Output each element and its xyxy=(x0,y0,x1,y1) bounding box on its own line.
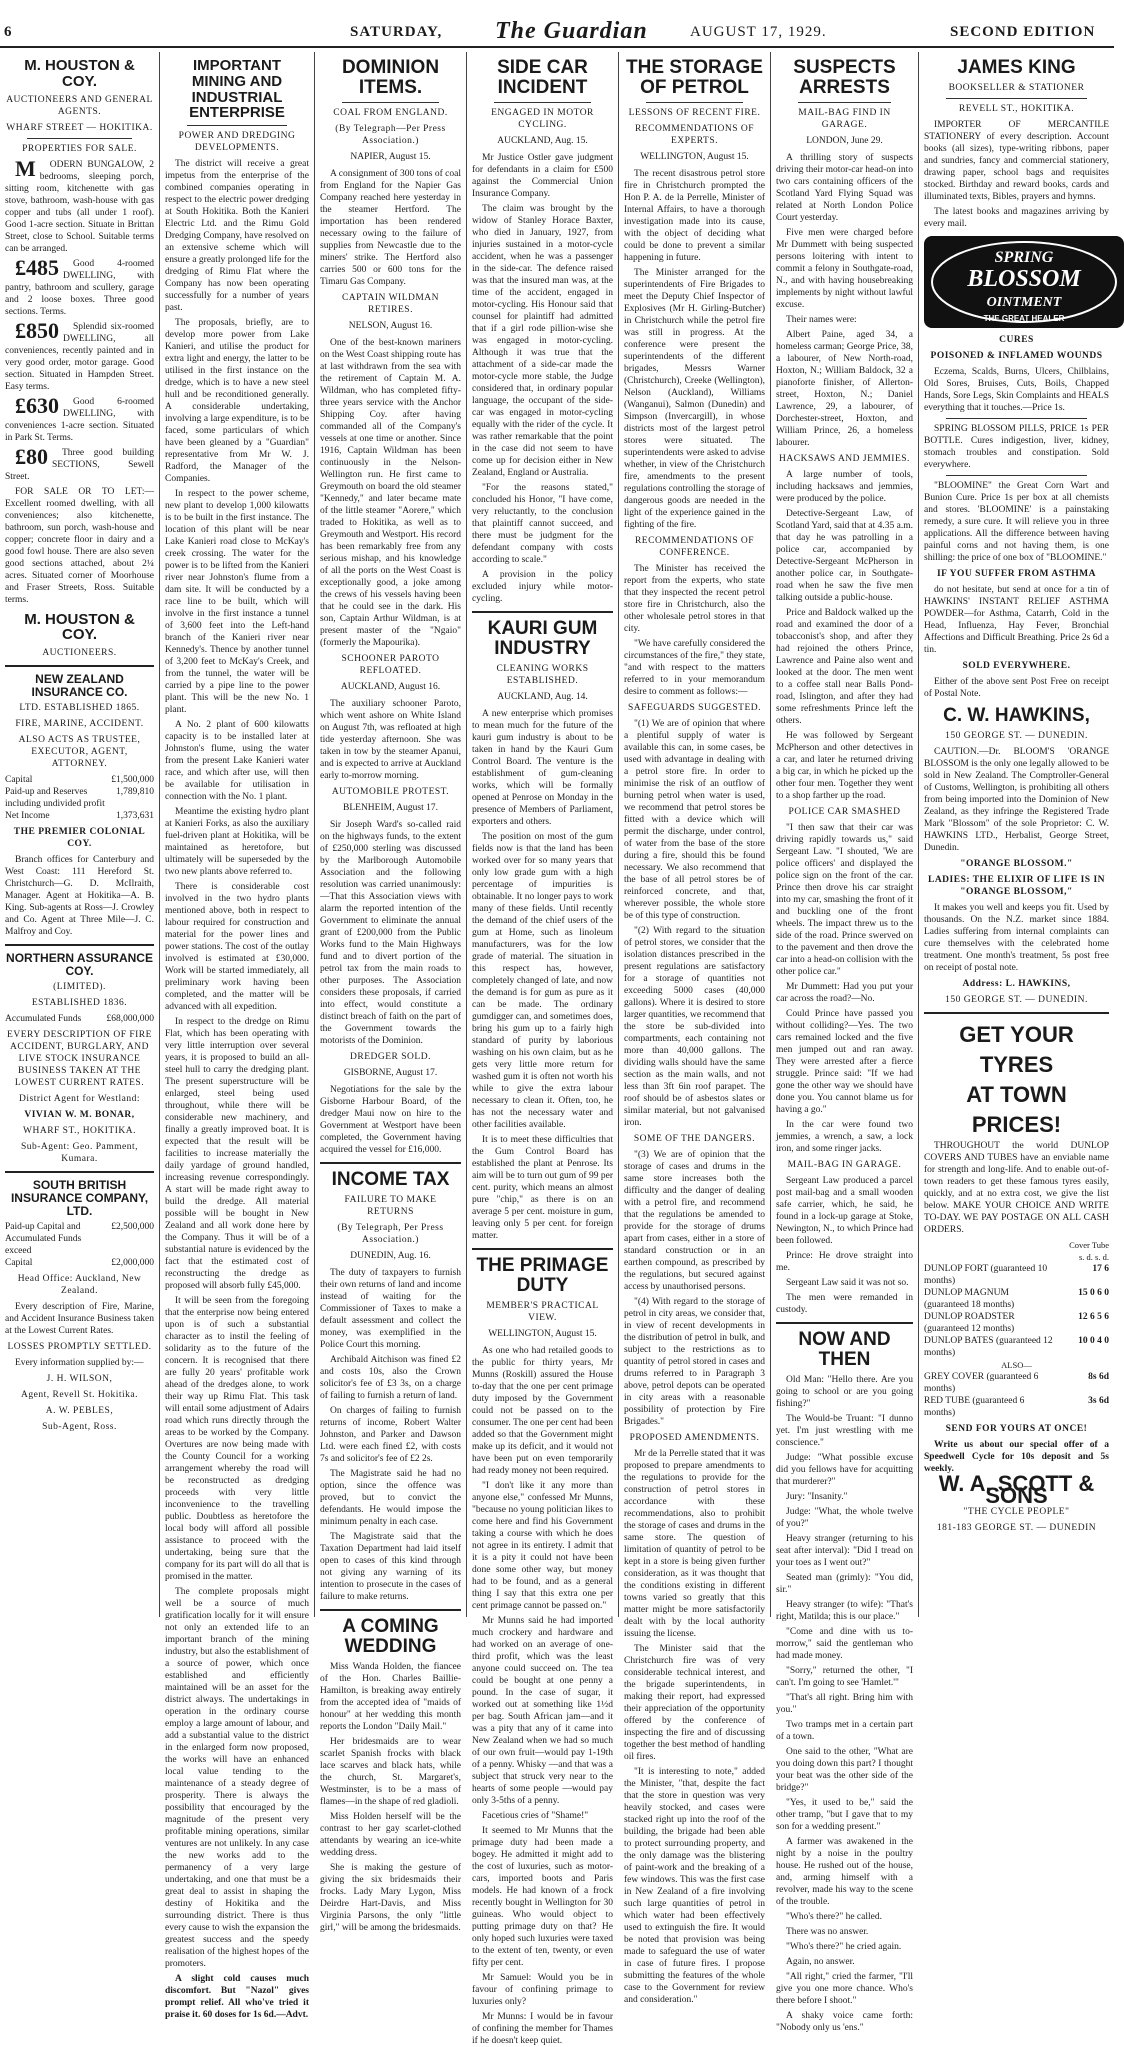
conference-para-2: "We have carefully considered the circumstances of the fire," they state, "and with respect to the matters referred to in your memorandum desire to comment as follows:— xyxy=(624,638,765,697)
james-king-role: BOOKSELLER & STATIONER xyxy=(948,82,1085,93)
firm-name-2: M. HOUSTON & COY. xyxy=(24,610,135,644)
kauri-subhead: CLEANING WORKS ESTABLISHED. xyxy=(496,663,589,686)
asthma-para: do not hesitate, but send at once for a tin of HAWKINS' INSTANT RELIEF ASTHMA POWDER—for Asthma, Catarrh, Cold in the Head, Influenza, Hay Fever, Bronchial Affections and Difficult Breathing. Price 2s 6d a tin. xyxy=(924,584,1109,655)
scott-tagline: "THE CYCLE PEOPLE" xyxy=(963,1506,1070,1517)
column-5 xyxy=(619,52,771,2005)
petrol-subhead: LESSONS OF RECENT FIRE. xyxy=(628,107,761,118)
garage-para-4: The men were remanded in custody. xyxy=(776,1292,913,1315)
tax-subhead: FAILURE TO MAKE RETURNS xyxy=(344,1194,437,1217)
ladies-para: It makes you well and keeps you fit. Used by thousands. On the N.Z. market since 1884. Ladies suffering from internal complaints can cure themselves with the celebrated home treatment. One month's treatment, 5s post free on receipt of postal note. xyxy=(924,902,1109,973)
coal-telegraph: (By Telegraph—Per Press Association.) xyxy=(335,123,446,146)
hacksaws-para-2: Detective-Sergeant Law, of Scotland Yard, said that at 4.35 a.m. that day he was patrolling in a police car, accompanied by Detective-Sergeant McPherson in another police car, in Southgate-road when he saw the five men talking outside a public-house. xyxy=(776,508,913,603)
ladies-heading: LADIES: THE ELIXIR OF LIFE IS IN "ORANGE BLOSSOM," xyxy=(927,874,1106,897)
joke-line-4: Jury: "Insanity." xyxy=(786,1491,848,1502)
james-king-para-1: IMPORTER OF MERCANTILE STATIONERY of every description. Account books (all sizes), type-writing ribbons, paper and sundries, fancy and commercial stationery, drawing paper, school bags and requisites stocked. Birthday and reward books, cards and illuminated texts, Bibles, prayers and hymns. xyxy=(924,119,1109,202)
column-2 xyxy=(160,52,315,2020)
wildman-subhead: CAPTAIN WILDMAN RETIRES. xyxy=(341,292,440,315)
tax-para-5: The Magistrate said that the Taxation Department had laid itself open to cases of this kind through not giving any warning of its intention to prosecute in the cases of failure to make returns. xyxy=(320,1531,461,1602)
safeguards-subhead: SAFEGUARDS SUGGESTED. xyxy=(628,702,761,713)
amendments-para-3: "It is interesting to note," added the Minister, "that, despite the fact that the store in question was very heavily stocked, and cases were stacked right up into the roof of the building, the brigade had been able to protect surrounding property, and the only damage was the blistering of paint-work and the breaking of a few windows. This was the first case in New Zealand of a fire involving such large quantities of petrol in which water had been effectively used to extinguish the fire. It would be noted that provision was being made to safeguard the use of water in case of future fires. I propose submitting the features of the whole case to the Government for review and consideration." xyxy=(624,1766,765,2005)
tyre-row-bates: DUNLOP BATES (guaranteed 12 months) 10 0 4 0 xyxy=(924,1335,1109,1358)
capital-row: Capital £1,500,000 xyxy=(5,775,154,786)
wildman-para: One of the best-known mariners on the West Coast shipping route has at last withdrawn from the sea with the retirement of Captain M. A. Wildman, who has completed fifty-three years service with the Anchor Shipping Coy. after having commanded all of the Company's vessels at one time or another. Since 1916, Captain Wildman has been continuously in the Nelson-Wellington run. He first came to Greymouth on board the old steamer "Kennedy," and later became mate of the little steamer "Aorere," which traded to Hokitika, as well as to Greymouth and Westport. His record has been remarkably free from any serious mishap, and his knowledge of all the ports on the West Coast is exceptionally good, a joke among the crews of his vessels having been that he could see in the dark. His son, Captain Arthur Wildman, is at present master of the "Ngaio" (formerly the Mapourika). xyxy=(320,337,461,648)
suspects-para-3: Their names were: xyxy=(786,314,857,325)
coal-para: A consignment of 300 tons of coal from England for the Napier Gas Company reached here yesterday in the steamer Hertford. The importation has been rendered necessary owing to the failure of supplies from Newcastle due to the miners' strike. The Hertford also carries 500 or 600 tons for the Timaru Gas Company. xyxy=(320,168,461,287)
sidecar-subhead: ENGAGED IN MOTOR CYCLING. xyxy=(491,107,594,130)
insurer-1-type: FIRE, MARINE, ACCIDENT. xyxy=(15,719,144,730)
tyre-row-fort: DUNLOP FORT (guaranteed 10 months) 17 6 xyxy=(924,1263,1109,1286)
mining-para-2: The proposals, briefly, are to develop more power from Lake Kanieri, and utilise the product for extra light and energy, the latter to be utilised in the first instance on the dredge, which is to have a new steel hull and be reconditioned generally. A considerable undertaking, involving a large expenditure, is to be faced, some particulars of which have been gleaned by a "Guardian" representative from Mr W. J. Radford, the Manager of the Companies. xyxy=(165,318,309,484)
district-agent: District Agent for Westland: xyxy=(19,1094,140,1105)
joke-line-13: One said to the other, "What are you doing down this part? I thought your beat was the other side of the bridge?" xyxy=(776,1746,913,1793)
tax-dateline: DUNEDIN, Aug. 16. xyxy=(350,1250,431,1261)
primage-para-2: "I don't like it any more than anyone else," confessed Mr Munns, "because no young politician likes to come here and find his Government taking a course with which he does not agree in its entirety. I admit that it is a pity it could not have been done some other way, but money had to be found, and as a general thing I say that this extra one per cent primage cannot be passed on." xyxy=(472,1480,613,1611)
tyre-row-grey: GREY COVER (guaranteed 6 months) 8s 6d xyxy=(924,1371,1109,1394)
tyres-line-2: AT TOWN PRICES! xyxy=(966,1081,1067,1137)
dredger-para: Negotiations for the sale by the Gisborne Harbour Board, of the dredger Maui now on hire to the Government at Westport have been completed, the Government having acquired the vessel for £16,000. xyxy=(320,1084,461,1155)
asthma-heading: IF YOU SUFFER FROM ASTHMA xyxy=(936,568,1097,579)
article-headline-mining: IMPORTANT MINING AND INDUSTRIAL ENTERPRISE xyxy=(189,57,285,122)
kauri-para-1: A new enterprise which promises to mean much for the future of the kauri gum industry is about to be taken in hand by the Kauri Gum Control Board. The venture is the establishment of gum-cleaning works, which will be formally opened at Penrose on Monday in the presence of Members of Parliament, exporters and others. xyxy=(472,708,613,827)
joke-line-3: Judge: "What possible excuse did you fellows have for acquitting that murderer?" xyxy=(776,1452,913,1487)
insurer-3: SOUTH BRITISH INSURANCE COMPANY, LTD. xyxy=(10,1178,149,1218)
joke-line-17: There was no answer. xyxy=(786,1926,869,1937)
mining-subhead: POWER AND DREDGING DEVELOPMENTS. xyxy=(178,131,296,153)
sidecar-para-2: The claim was brought by the widow of Stanley Horace Baxter, who died in January, 1927, from injuries sustained in a motor-cycle accident, when he was a passenger in the side-car. The defence raised was that the insured man was, at the time of the accident, engaged in motor-cycling. His Honour said that counsel for plaintiff had admitted that if a girl rode pillion-wise she was engaged in motor-cycling. Although it was true that the attachment of a side-car made the motor-cycle more stable, the Judge considered that, in ordinary popular language, the occupant of the side-car was engaged in motor-cycling equally with the rider of the cycle. It was rather remarkable that the point in the case did not seem to have come up for decision either in New Zealand, England or Australia. xyxy=(472,203,613,478)
column-1 xyxy=(0,52,160,1617)
petrol-subhead-2: RECOMMENDATIONS OF EXPERTS. xyxy=(634,123,755,146)
article-headline-petrol: THE STORAGE OF PETROL xyxy=(626,57,763,98)
kauri-para-3: It is to meet these difficulties that the Gum Control Board has established the plant at Penrose. Its aim will be to turn out gum of 99 per cent. purity, which means an almost pure "chip," as there is on an average 5 per cent. moisture in gum, leaving only 5 per cent. for foreign matter. xyxy=(472,1134,613,1241)
wedding-para-3: Miss Holden herself will be the contrast to her gay scarlet-clothed attendants by wearing an ice-white wedding dress. xyxy=(320,1811,461,1858)
garage-subhead: MAIL-BAG IN GARAGE. xyxy=(787,1159,902,1170)
scott-name: W. A. SCOTT & SONS xyxy=(938,1470,1095,1508)
amendments-para-2: The Minister said that the Christchurch fire was of very considerable technical interest, and the brigade superintendents, in making their report, had expressed their appreciation of the opportunity offered by the conference of inspecting the fire and of discussing together the best method of handling oil fires. xyxy=(624,1643,765,1762)
primage-para-3: Mr Munns said he had imported much crockery and hardware and had worked on an average of one-third profit, which was the least anyone could succeed on. The tea could be bought at one penny a pound. In the case of sugar, it worked out at something like 1½d per bag. South African jam—and it was a pity that any of it came into New Zealand when we had so much of our own fruit—would pay 1-19th of a penny. Whisky —and that was a subject that struck very near to the hearts of some people —would pay only 3-5ths of a penny. xyxy=(472,1615,613,1806)
auto-subhead: AUTOMOBILE PROTEST. xyxy=(331,786,450,797)
mining-para-9: The complete proposals might well be a source of much gratification locally for it will ensure not only an extended life to an important branch of the mining industry, but also the establishment of a source of power, which once established and efficiently maintained will be an asset for the district always. The undertakings in operation in the ordinary course employ a large amount of labour, and add a substantial value to the district in the enlarged form now proposed, the works will have an enhanced local value tending to the maintenance of a steady degree of prosperity. There is always the possibility that encouraged by the magnitude of the present very profitable mining operations, similar ventures are not unlikely. In any case the new works add to the permanency of a very large undertaking, and one that must be a great deal to assist in shaping the destiny of Hokitika and the surrounding district. There is thus every cause to wish the expansion the greatest success and the speedy realisation of the highest hopes of the promoters. xyxy=(165,1587,309,1969)
poisoned-heading: POISONED & INFLAMED WOUNDS xyxy=(930,350,1103,361)
primage-para-5: It seemed to Mr Munns that the primage duty had been made a bogey. He admitted it might add to the cost of luxuries, such as motor-cars, imported boots and Paris models. He had known of a frock recently bought in Wellington for 30 guineas. Who would object to putting primage duty on that? He only hoped such luxuries were taxed to the extent of ten, twenty, or even fifty per cent. xyxy=(472,1825,613,1968)
primage-para-1: As one who had retailed goods to the public for thirty years, Mr Munns (Roskill) assured the House to-day that the one per cent primage duty imposed by the Government could not be passed on to the consumer. The one per cent had been added so that the Government might make up its deficit, and it would not have been put on even temporarily had ready money not been required. xyxy=(472,1345,613,1476)
wedding-para-1: Miss Wanda Holden, the fiancee of the Hon. Charles Baillie-Hamilton, is breaking away entirely from the accepted idea of "maids of honour" at her wedding this month reports the London "Daily Mail." xyxy=(320,1661,461,1732)
insurer-2-desc: EVERY DESCRIPTION OF FIRE ACCIDENT, BURGLARY, AND LIVE STOCK INSURANCE BUSINESS TAKEN AT THE LOWEST CURRENT RATES. xyxy=(7,1030,152,1089)
auto-dateline: BLENHEIM, August 17. xyxy=(343,802,438,813)
suspects-para-2: Five men were charged before Mr Dummett with being suspected persons loitering with intent to commit a felony in Southgate-road, N., and with having housebreaking implements by night without lawful excuse. xyxy=(776,227,913,310)
article-headline-sidecar: SIDE CAR INCIDENT xyxy=(497,57,588,98)
smashed-subhead: POLICE CAR SMASHED xyxy=(788,806,901,817)
sidecar-para-1: Mr Justice Ostler gave judgment for defendants in a claim for £500 against the Commercial Union Insurance Company. xyxy=(472,152,613,199)
joke-line-16: "Who's there?" he called. xyxy=(786,1911,882,1922)
suspects-para-1: A thrilling story of suspects driving their motor-car head-on into two cars containing officers of the Scotland Yard Flying Squad was related at North London Police Court yesterday. xyxy=(776,152,913,223)
blossom-word-3: OINTMENT xyxy=(986,294,1062,310)
agent-name: VIVIAN W. M. BONAR, xyxy=(24,1110,135,1121)
cures-heading: CURES xyxy=(999,334,1034,345)
scott-address: 181-183 GEORGE ST. — DUNEDIN xyxy=(936,1522,1097,1533)
pills-para: SPRING BLOSSOM PILLS, PRICE 1s PER BOTTLE. Cures indigestion, liver, kidney, stomach troubles and constipation. Sold everywhere. xyxy=(924,423,1109,470)
wedding-para-4: She is making the gesture of giving the six bridesmaids their frocks. Lady Mary Lygon, Miss Deirdre Hart-Davis, and Miss Virginia Parsons, the only "little girl," will be among the bridesmaids. xyxy=(320,1862,461,1933)
joke-line-8: Heavy stranger (to wife): "That's right, Matilda; this is our place." xyxy=(776,1599,913,1622)
losses-settled: LOSSES PROMPTLY SETTLED. xyxy=(7,1342,152,1353)
hacksaws-subhead: HACKSAWS AND JEMMIES. xyxy=(779,453,910,464)
tax-para-1: The duty of taxpayers to furnish their own returns of land and income instead of waiting for the Commissioner of Taxes to make a default assessment and collect the money, was exemplified in the Police Court this morning. xyxy=(320,1267,461,1350)
mining-para-3: In respect to the power scheme, new plant to develop 1,000 kilowatts is to be built in the first instance. The location of this plant will be near Lake Kanieri road close to McKay's creek crossing. The water for the power is to be lifted from the Kanieri river near Johnston's flume from a dam site. It will be conducted by a race line to be built, which will involve in the first instance a tunnel of 3,600 feet into the Left-hand branch of the Kanieri river near Kennedy's. Thence by another tunnel of 3,200 feet to McKay's Creek, and from the tunnel, the water will be carried by a pipe line to the power plant. This will be the new No. 1 plant. xyxy=(165,489,309,715)
head-office: Head Office: Auckland, New Zealand. xyxy=(17,1274,142,1297)
joke-line-20: "All right," cried the farmer, "I'll give you one more chance. Who's there before I shoot." xyxy=(776,1971,913,2006)
petrol-dateline: WELLINGTON, August 15. xyxy=(640,151,749,162)
mining-para-7: In respect to the dredge on Rimu Flat, which has been operating with very little interruption over several years, it is proposed to build an all-steel hull to carry the dredging plant. The present superstructure will be enlarged, steel being used throughout, while there will be considerable new machinery, and finally a greatly improved boat. It is expected that the result will be facilities to increase materially the daily yardage of ground handled, increasing revenue correspondingly. A start will be made right away to build the dredge. All material possible will be bought in New Zealand and all work done here by the Company. Thus it will be of a substantial nature is evidenced by the fact that the estimated cost of reconstructing the dredge as proposed will absorb fully £45,000. xyxy=(165,1017,309,1291)
joke-line-18: "Who's there?" he cried again. xyxy=(786,1941,902,1952)
wilson-address: Agent, Revell St. Hokitika. xyxy=(21,1390,138,1401)
article-headline-dominion: DOMINION ITEMS. xyxy=(341,57,440,98)
mining-para-5: Meantime the existing hydro plant at Kanieri Forks, as also the auxiliary fuel-driven plant at Hokitika, will be maintained as heretofore, but ultimately will be superseded by the two new plants above referred to. xyxy=(165,807,309,877)
hawkins-address-2: Address: L. HAWKINS, xyxy=(962,978,1071,989)
suspects-dateline: LONDON, June 29. xyxy=(806,135,883,146)
joke-line-21: A shaky voice came forth: "Nobody only us 'ens." xyxy=(776,2010,913,2033)
primage-para-4: Facetious cries of "Shame!" xyxy=(482,1810,589,1821)
insurer-2-ltd: (LIMITED). xyxy=(53,982,106,993)
tyre-row-roadster: DUNLOP ROADSTER (guaranteed 12 months) 12 6 5 6 xyxy=(924,1311,1109,1334)
sale-heading: PROPERTIES FOR SALE. xyxy=(22,143,137,154)
smashed-para-2: Mr Dummett: Had you put your car across the road?—No. xyxy=(776,981,913,1004)
dangers-para-1: "(3) We are of opinion that the storage of cases and drums in the same store increases both the difficulty and the danger of dealing with a petrol fire, and recommend that the regulations be amended to provide for the storage of drums apart from cases, either in a store of standard construction or in an earthen compound, as prescribed by the regulations, but secured against access by unauthorised persons. xyxy=(624,1149,765,1292)
mailbag-subhead: MAIL-BAG FIND IN GARAGE. xyxy=(798,107,891,130)
blossom-word-4: THE GREAT HEALER xyxy=(983,313,1065,323)
auto-para: Sir Joseph Ward's so-called raid on the highways funds, to the extent of £250,000 sterling was discussed by the Marlborough Automobile Association and the following resolution was carried unanimously:—That this Association views with alarm the reported intention of the Government to eliminate the annual grant of £200,000 from the Public Works fund to the Main Highways fund and to divert portion of the petrol tax from the main roads to other purposes. The Association considers these proposals, if carried into effect, would constitute a distinct breach of faith on the part of the Government towards the motorists of the Dominion. xyxy=(320,819,461,1046)
article-headline-suspects: SUSPECTS ARRESTS xyxy=(793,57,896,98)
tyres-line-1: GET YOUR TYRES xyxy=(959,1021,1074,1077)
primage-subhead: MEMBER'S PRACTICAL VIEW. xyxy=(486,1300,599,1323)
hawkins-address: 150 GEORGE ST. — DUNEDIN. xyxy=(945,730,1088,741)
dredger-dateline: GISBORNE, August 17. xyxy=(343,1067,438,1078)
firm-name: M. HOUSTON & COY. xyxy=(24,57,135,90)
article-headline-income-tax: INCOME TAX xyxy=(331,1168,450,1190)
listing-4: £630 Good 6-roomed DWELLING, with conveniences 1-acre section. Situated in Park St. Terms. xyxy=(5,392,154,443)
safeguards-para-1: "(1) We are of opinion that where a plentiful supply of water is available this can, in some cases, be used with advantage in dealing with a petrol store fire. In order to minimise the risk of an outflow of burning petrol when water is used, we recommend that petrol stores be fitted with a device which will permit the discharge, under control, of water from the base of the store during a fire, should this be found necessary. We also recommend that the base of all petrol stores be of reinforced concrete, and that, wherever possible, the whole store be of this type of construction. xyxy=(624,718,765,921)
listing-2: £485 Good 4-roomed DWELLING, with pantry, bathroom and scullery, garage and 2 loose boxes. Three good sections. Terms. xyxy=(5,254,154,317)
pebles-address: Sub-Agent, Ross. xyxy=(42,1422,117,1433)
article-headline-wedding: A COMING WEDDING xyxy=(342,1615,439,1657)
either-para: Either of the above sent Post Free on receipt of Postal Note. xyxy=(924,676,1109,699)
newspaper-title: The Guardian xyxy=(495,18,648,44)
column-3 xyxy=(315,52,467,1933)
garage-para-2: Prince: He drove straight into me. xyxy=(776,1250,913,1273)
mining-para-6: There is considerable cost involved in the two hydro plants mentioned above, both in respect to labour required for construction and material for the power lines and power stations. The cost of the outlay involved is estimated at £30,000. Work will be started immediately, all preliminary work having been completed, and the matter will be advanced with all expedition. xyxy=(165,882,309,1012)
orange-blossom-heading: "ORANGE BLOSSOM." xyxy=(960,858,1073,869)
accumulated-row: Accumulated Funds £68,000,000 xyxy=(5,1014,154,1025)
column-6 xyxy=(771,52,919,2033)
hawkins-name: C. W. HAWKINS, xyxy=(943,704,1090,726)
joke-line-7: Seated man (grimly): "You did, sir." xyxy=(776,1572,913,1595)
mining-para-1: The district will receive a great impetus from the enterprise of the combined companies operating in respect to the electric power dredging at South Hokitika. Both the Kanieri Electric Ltd. and the Rimu Gold Dredging Company, have resolved on an extensive scheme which will ensure a greatly prolonged life for the dredging of Rimu Flat where the Company has now been operating successfully for a number of years past. xyxy=(165,159,309,313)
masthead xyxy=(0,0,1114,48)
garage-para-3: Sergeant Law said it was not so. xyxy=(786,1277,909,1288)
joke-line-15: A farmer was awakened in the night by a noise in the poultry house. He rushed out of the house, and, arming himself with a revolver, made his way to the scene of the trouble. xyxy=(776,1836,913,1907)
firm-role: AUCTIONEERS AND GENERAL AGENTS. xyxy=(6,94,153,117)
hacksaws-para-3: Price and Baldock walked up the road and examined the door of a tobacconist's shop, and after they had rejoined the others Prince, Lawrence and Paine also went and looked at the door. The men went to a coffee stall near Balls Pond-road, Islington, and after they had some refreshments Prince left the others. xyxy=(776,607,913,726)
coal-subhead: COAL FROM ENGLAND. xyxy=(333,107,448,118)
tax-para-2: Archibald Aitchison was fined £2 and costs 10s, also the Crown solicitor's fee of £3 3s, on a charge of failing to furnish a return of land. xyxy=(320,1354,461,1401)
joke-line-1: Old Man: "Hello there. Are you going to school or are you going fishing?" xyxy=(776,1374,913,1409)
conference-subhead: RECOMMENDATIONS OF CONFERENCE. xyxy=(634,535,755,558)
primage-dateline: WELLINGTON, August 15. xyxy=(488,1328,597,1339)
paroto-dateline: AUCKLAND, August 16. xyxy=(340,681,441,692)
suspects-para-4: Albert Paine, aged 34, a homeless carman; George Price, 38, a labourer, of New North-road, Hoxton, N.; William Baldock, 32 a pianoforte finisher, of Allerton-street, Hoxton, N.; Daniel Lawrence, 29, a labourer, of Dorchester-street, Hoxton, and William Prince, 26, a homeless labourer. xyxy=(776,329,914,448)
caution-para: CAUTION.—Dr. BLOOM'S 'ORANGE BLOSSOM is the only one legally allowed to be sold in New Zealand. The Comptroller-General of Customs, Wellington, is prohibiting all others from being imported into the Dominion of New Zealand, as they infringe the Registered Trade Mark "Blossom" of the sole Proprietor: C. W. HAWKINS LTD., Herbalist, George Street, Dunedin. xyxy=(924,746,1109,853)
spring-blossom-logo xyxy=(924,236,1124,328)
joke-line-5: Judge: "What, the whole twelve of you?" xyxy=(776,1506,913,1529)
wildman-dateline: NELSON, August 16. xyxy=(348,320,433,331)
cures-para: Eczema, Scalds, Burns, Ulcers, Chilblains, Old Sores, Bruises, Cuts, Boils, Chapped Hands, Sore Legs, Skin Complaints and HEALS everything that it touches.—Price 1s. xyxy=(924,366,1109,413)
also-label: ALSO— xyxy=(1001,1359,1032,1370)
petrol-para-2: The Minister arranged for the superintendents of Fire Brigades to meet the Deputy Chief Inspector of Explosives (Mr H. Girling-Butcher) in Christchurch while the petrol fire was still in progress. At the conference were present the superintendents of the different brigades, Messrs Warner (Christchurch), Creeke (Wellington), Nelson (Auckland), Williams (Wanganui), Salmon (Dunedin) and Simpson (Invercargill), in whose districts most of the largest petrol stores were situated. The superintendents were asked to advise whether, in view of the Christchurch fire, amendments to the present regulations controlling the storage of dangerous goods are needed in the light of the experience gained in the fighting of the fire. xyxy=(624,267,765,530)
petrol-para-1: The recent disastrous petrol store fire in Christchurch prompted the Hon P. A. de la Perrelle, Minister of Internal Affairs, to have a thorough investigation made into its cause, with the object of deciding what could be done to prevent a similar happening in future. xyxy=(624,168,765,263)
paidup-row: Paid-up and Reserves including undivided profit 1,789,810 xyxy=(5,787,154,810)
agent-address: WHARF ST., HOKITIKA. xyxy=(23,1126,136,1137)
article-headline-kauri: KAURI GUM INDUSTRY xyxy=(487,617,598,659)
smashed-para-4: In the car were found two jemmies, a wrench, a saw, a lock iron, and some ringer jacks. xyxy=(776,1119,913,1154)
cover-tube-header: Cover Tube xyxy=(1069,1239,1109,1250)
hacksaws-para-1: A large number of tools, including hacksaws and jemmies, were produced by the police. xyxy=(776,469,913,504)
tyre-row-red: RED TUBE (guaranteed 6 months) 3s 6d xyxy=(924,1395,1109,1418)
info-line: Every information supplied by:— xyxy=(15,1358,144,1369)
smashed-para-1: "I then saw that their car was driving rapidly towards us," said Sergeant Law. "I shouted, 'We are police officers' and displayed the police sign on the front of the car. Prince then drove his car straight into my car, smashing the front of it and buckling one of the front wheels. The impact threw us to the side of the road. Prince swerved on to the pavement and then drove the car into a head-on collision with the other police car." xyxy=(776,822,913,977)
james-king-address: REVELL ST., HOKITIKA. xyxy=(958,103,1075,114)
garage-para-1: Sergeant Law produced a parcel post mail-bag and a small wooden safe carrier, which, he said, he found in a lock-up garage at Stoke, Newington, N., to which Prince had been followed. xyxy=(776,1175,913,1246)
smashed-para-3: Could Prince have passed you without colliding?—Yes. The two cars remained locked and the five men jumped out and ran away. They were arrested after a fierce struggle. Prince said: "If we had gone the other way we should have done you. You cannot blame us for having a go." xyxy=(776,1008,913,1115)
james-king-name: JAMES KING xyxy=(957,57,1076,78)
firm-address: WHARF STREET — HOKITIKA. xyxy=(6,122,153,133)
article-headline-nowthen: NOW AND THEN xyxy=(798,1328,891,1370)
send-heading: SEND FOR YOURS AT ONCE! xyxy=(945,1423,1088,1434)
primage-para-6: Mr Samuel: Would you be in favour of confining primage to luxuries only? xyxy=(472,1972,613,2007)
tax-para-4: The Magistrate said he had no option, since the offence was proved, but to convict the defendants. He would impose the minimum penalty in each case. xyxy=(320,1468,461,1527)
insurer-2-est: ESTABLISHED 1836. xyxy=(31,998,128,1009)
wilson-name: J. H. WILSON, xyxy=(46,1374,113,1385)
paroto-subhead: SCHOONER PAROTO REFLOATED. xyxy=(341,653,440,676)
sub-agent: Sub-Agent: Geo. Pamment, Kumara. xyxy=(20,1142,138,1165)
premier-tagline: THE PREMIER COLONIAL COY. xyxy=(13,827,146,850)
safeguards-para-2: "(2) With regard to the situation of petrol stores, we consider that the isolation distances prescribed in the present regulations are satisfactory for a storage of quantities not exceeding 5000 cases (40,000 gallons). Where it is desired to store larger quantities, we recommend that the store be sub-divided into compartments, each containing not more than 40,000 gallons. The dividing walls should have the same section as the main walls, and not less than 3ft 6in roof parapet. The roof should be of asbestos slates or similar material, but not galvanised iron. xyxy=(624,925,765,1128)
paroto-para: The auxiliary schooner Paroto, which went ashore on White Island on August 7th, was refloated at high tide yesterday afternoon. She was taken in tow by the steamer Apanui, and is expected to arrive at Auckland early to-morrow morning. xyxy=(320,698,461,781)
income-row: Net Income 1,373,631 xyxy=(5,811,154,822)
kauri-para-2: The position on most of the gum fields now is that the land has been worked over for so many years that only low grade gum with a high percentage of impurities is obtainable. It no longer pays to work many of these fields. Until recently the demand of the chief users of the gum at Home, such as linoleum manufacturers, was for the low grade of material. The situation in this respect has, however, completely changed of late, and now the demand is for gum as pure as it can be made. The ordinary gumdigger can, and sometimes does, bring his gum up to a fairly high standard of purity by laborious washing on his own claim, but as he gets very little more return for washed gum it is often not worth his while to give the extra labour necessary to clean it. Often, too, he has not the necessary water and other facilities available. xyxy=(472,831,613,1130)
tax-telegraph: (By Telegraph, Per Press Association.) xyxy=(337,1222,444,1245)
insurer-1-est: LTD. ESTABLISHED 1865. xyxy=(19,703,140,714)
amendments-subhead: PROPOSED AMENDMENTS. xyxy=(629,1432,760,1443)
dredger-subhead: DREDGER SOLD. xyxy=(350,1051,431,1062)
dangers-subhead: SOME OF THE DANGERS. xyxy=(633,1133,756,1144)
ointment-tin-icon xyxy=(924,236,1124,328)
nazol-ad: A slight cold causes much discomfort. But "Nazol" gives prompt relief. All who've tried it praise it. 60 doses for 1s 6d.—Advt. xyxy=(165,1974,309,2020)
currency-header: s. d. s. d. xyxy=(1079,1251,1109,1262)
hawkins-street-2: 150 GEORGE ST. — DUNEDIN. xyxy=(945,994,1088,1005)
joke-line-6: Heavy stranger (returning to his seat after interval): "Did I tread on your toes as I went out?" xyxy=(776,1533,913,1568)
sidecar-para-4: A provision in the policy excluded injury while motor-cycling. xyxy=(472,569,613,604)
bloomine-para: "BLOOMINE" the Great Corn Wart and Bunion Cure. Price 1s per box at all chemists and stores. 'BLOOMINE' is a painstaking remedy, a sure cure. It will relieve you in three applications. All the difference between having painful corns and not having them, is one shilling: the price of one box of "BLOOMINE." xyxy=(924,480,1109,563)
edition-label: SECOND EDITION xyxy=(950,24,1096,40)
tyre-row-magnum: DUNLOP MAGNUM (guaranteed 18 months) 15 0 6 0 xyxy=(924,1287,1109,1310)
amendments-para-1: Mr de la Perrelle stated that it was proposed to prepare amendments to the regulations to provide for the construction of petrol stores in accordance with these recommendations, also to prohibit the storage of cases and drums in the same store. The question of limitation of quantity of petrol to be kept in a store is being given further consideration, as it was thought that the conditions existing in different towns varied so greatly that this matter might be more satisfactorily dealt with by the local authority issuing the license. xyxy=(624,1448,765,1639)
insurer-2: NORTHERN ASSURANCE COY. xyxy=(6,951,153,978)
joke-line-2: The Would-be Truant: "I dunno yet. I'm just wrestling with me conscience." xyxy=(776,1413,913,1448)
james-king-para-2: The latest books and magazines arriving by every mail. xyxy=(924,206,1109,229)
hacksaws-para-4: He was followed by Sergeant McPherson and other detectives in a car, and later he returned driving a big car, in which he picked up the other four men. Together they went to a shop farther up the road. xyxy=(776,730,913,801)
joke-line-19: Again, no answer. xyxy=(786,1956,855,1967)
firm-role-2: AUCTIONEERS. xyxy=(42,648,117,658)
primage-para-7: Mr Munns: I would be in favour of confining the member for Thames if he doesn't keep quiet. xyxy=(472,2011,613,2046)
blossom-word-2: BLOSSOM xyxy=(967,265,1081,292)
insurer-3-desc: Every description of Fire, Marine, and Accident Insurance Business taken at the Lowest Current Rates. xyxy=(5,1302,154,1337)
mining-para-8: It will be seen from the foregoing that the enterprise now being entered upon is of such a substantial character as to instil the feeling of solidarity as to the future of the concern. It is recognised that there are fully 20 years' profitable work ahead of the dredges alone, to work their way up Rimu Flat. This task will entail some adjustment of Adairs road which runs directly through the areas to be worked by the Company. Overtures are now being made with the County Council for a working arrangement whereby the road will be reconstructed as dredging proceeds with very little inconvenience to the travelling public. Doubtless as heretofore the local body will afford all possible assistance to proceed with the undertaking, being sure that the company for its part will do all that is promised in the matter. xyxy=(165,1296,309,1582)
joke-line-10: "Sorry," returned the other, "I can't. I'm going to see 'Hamlet.'" xyxy=(776,1665,913,1688)
insurer-1-also: ALSO ACTS AS TRUSTEE, EXECUTOR, AGENT, ATTORNEY. xyxy=(18,735,141,770)
capital2-row: Capital £2,000,000 xyxy=(5,1258,154,1269)
tax-para-3: On charges of failing to furnish returns of income, Robert Walter Johnston, and Parker and Dawson Ltd. were each fined £2, with costs 7s and solicitor's fee of £2 2s. xyxy=(320,1405,461,1464)
masthead-date: AUGUST 17, 1929. xyxy=(690,24,827,40)
coal-dateline: NAPIER, August 15. xyxy=(350,151,431,162)
paidcap-row: Paid-up Capital and Accumulated Funds exceed £2,500,000 xyxy=(5,1222,154,1257)
pebles-name: A. W. PEBLES, xyxy=(45,1406,114,1417)
listing-6: FOR SALE OR TO LET:—Excellent roomed dwelling, with all conveniences; also kitchenette, bathroom, sun porch, wash-house and copper; concrete floor in dairy and a good fowl house. There are also seven good sections attached, about 2¼ acres. Situated corner of Moorhouse and Fraser Streets, Ross. Suitable terms. xyxy=(5,486,154,605)
joke-line-12: Two tramps met in a certain part of a town. xyxy=(776,1719,913,1742)
blossom-word-1: SPRING xyxy=(994,248,1054,266)
page-number: 6 xyxy=(4,24,13,40)
drop-cap: M xyxy=(15,155,36,181)
listing-1: M ODERN BUNGALOW, 2 bedrooms, sleeping porch, sitting room, kitchenette with gas stove, bathroom, wash-house with gas copper and tubs (all under 1 roof). Good 1-acre section. Situate in Brittan Street, close to School. Suitable terms can be arranged. xyxy=(5,155,154,254)
sold-everywhere: SOLD EVERYWHERE. xyxy=(962,660,1071,671)
joke-line-9: "Come and dine with us to-morrow," said the gentleman who had made money. xyxy=(776,1626,913,1661)
conference-para-1: The Minister has received the report from the experts, who state that they inspected the recent petrol store fire in Christchurch, also the other wholesale petrol stores in that city. xyxy=(624,563,765,634)
listing-3: £850 Splendid six-roomed DWELLING, all conveniences, recently painted and in very good order, motor garage. Good section. Situated in Hampden Street. Easy terms. xyxy=(5,317,154,392)
sidecar-para-3: "For the reasons stated," concluded his Honor, "I have come, very reluctantly, to the conclusion that plaintiff cannot succeed, and there must be judgment for the defendant company with costs according to scale." xyxy=(472,482,613,565)
wedding-para-2: Her bridesmaids are to wear scarlet Spanish frocks with black lace scarves and black hats, while the church, St. Margaret's, Westminster, is to be a mass of flames—in the shape of red gladioli. xyxy=(320,1736,461,1807)
article-headline-primage: THE PRIMAGE DUTY xyxy=(476,1254,609,1296)
column-4 xyxy=(467,52,619,2046)
insurer-1: NEW ZEALAND INSURANCE CO. xyxy=(31,672,128,699)
mining-para-4: A No. 2 plant of 600 kilowatts capacity is to be installed later at Johnston's flume, using the water from the present Lake Kanieri water race, and which after use, will then be available for utilisation in connection with the No. 1 plant. xyxy=(165,720,309,802)
tyres-para: THROUGHOUT the world DUNLOP COVERS AND TUBES have an enviable name for strength and long-life. And to enable out-of-town readers to get these famous tyres easily, quickly, and at no extra cost, we give the list below. MAKE YOUR CHOICE AND WRITE TO-DAY. WE PAY POSTAGE ON ALL CASH ORDERS. xyxy=(924,1140,1109,1235)
sidecar-dateline: AUCKLAND, Aug. 15. xyxy=(497,135,588,146)
joke-line-11: "That's all right. Bring him with you." xyxy=(776,1692,913,1715)
column-7 xyxy=(919,52,1114,1617)
masthead-day: SATURDAY, xyxy=(350,24,443,40)
dangers-para-2: "(4) With regard to the storage of petrol in city areas, we consider that, in view of recent developments in the distribution of petrol in bulk, and subject to the restrictions as to quantity of petrol stored in cases and drums referred to in Paragraph 3 above, petrol depots can be operated in city areas with a reasonable possibility of protection by Fire Brigades." xyxy=(624,1296,765,1427)
listing-5: £80 Three good building SECTIONS, Sewell Street. xyxy=(5,443,154,482)
branch-offices: Branch offices for Canterbury and West Coast: 111 Hereford St. Christchurch—G. D. McIlraith, Manager. Agent at Hokitika—A. B. King. Sub-agents at Ross—J. Crowley and Co. Agent at Three Mile—J. C. Malfroy and Coy. xyxy=(5,855,154,938)
joke-line-14: "Yes, it used to be," said the other tramp, "but I gave that to my son for a wedding present." xyxy=(776,1797,913,1832)
write-para: Write us about our special offer of a Speedwell Cycle for 10s deposit and 5s weekly. xyxy=(924,1439,1109,1474)
kauri-dateline: AUCKLAND, Aug. 14. xyxy=(497,691,588,702)
